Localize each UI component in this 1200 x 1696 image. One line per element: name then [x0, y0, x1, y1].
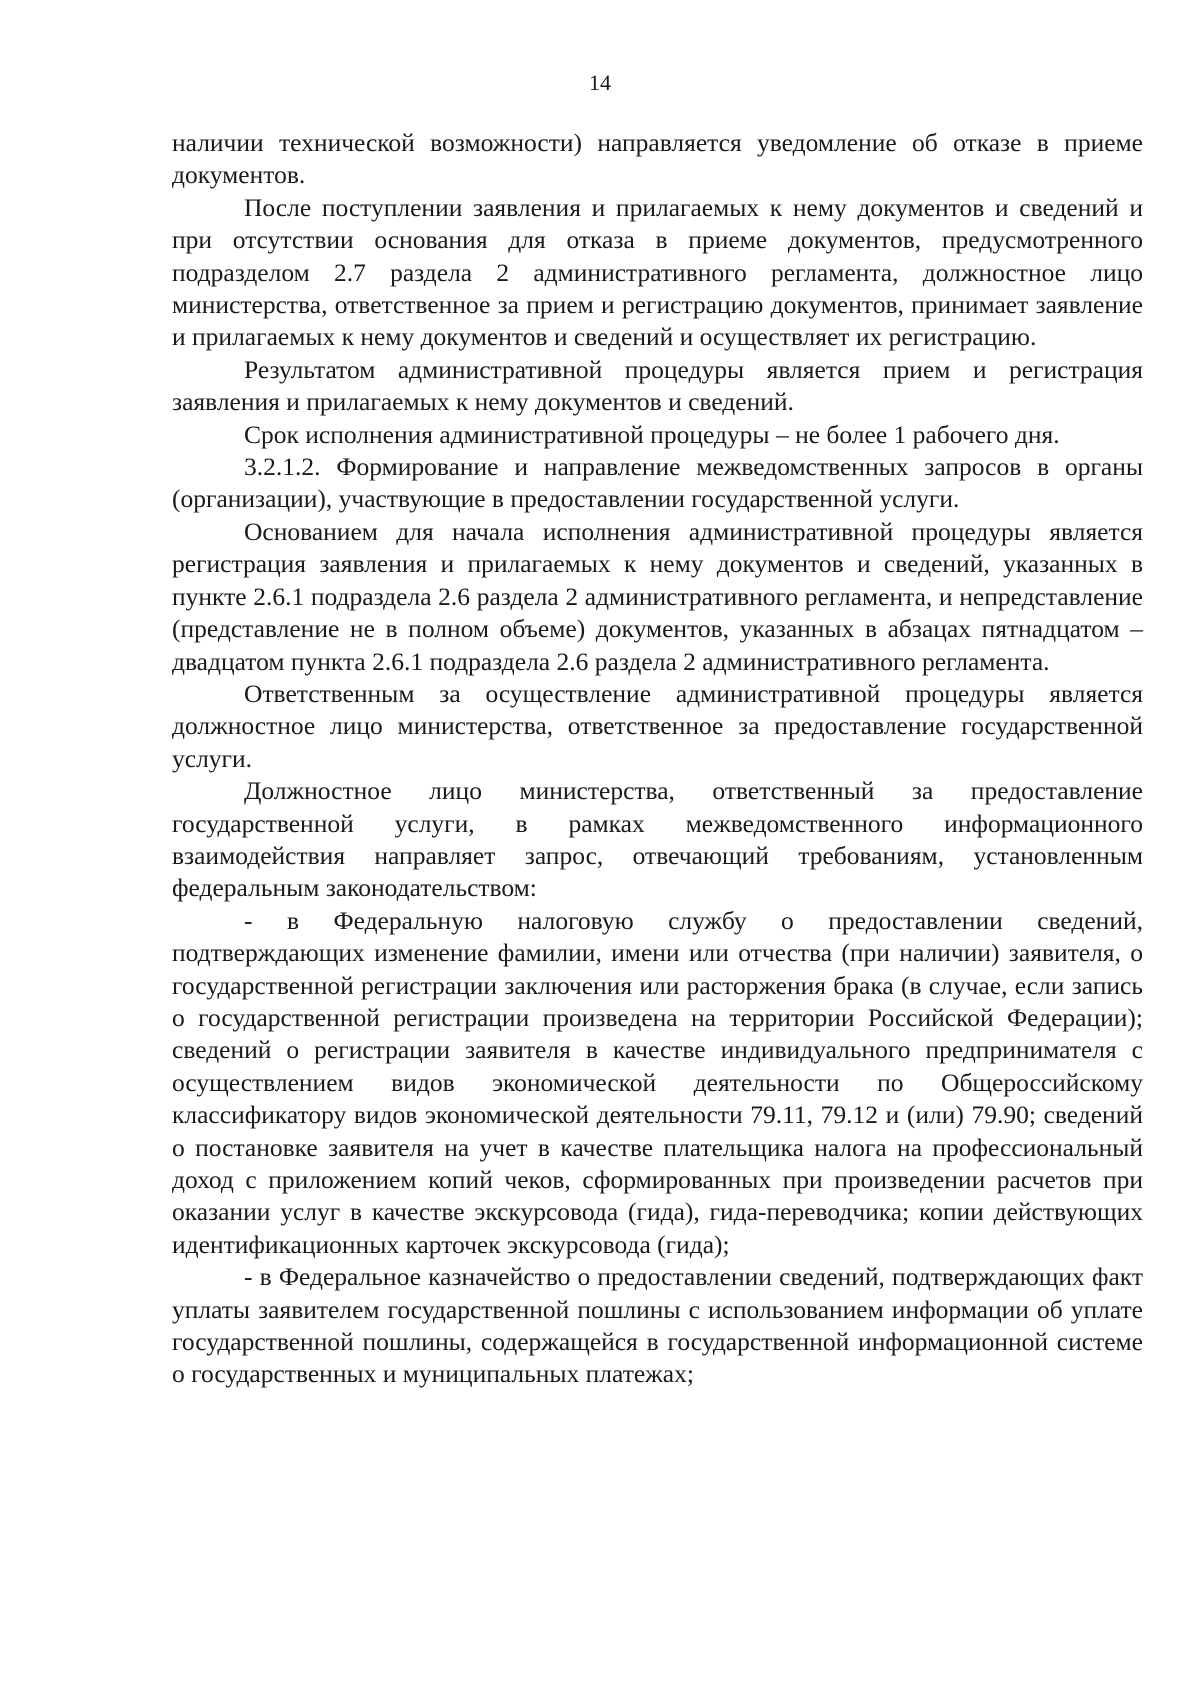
paragraph-request: Должностное лицо министерства, ответственный за предоставление государственной услуги, в рамках межведомственного информационного взаимодействия направляет запрос, отвечающий требованиям, установленным федеральным законодательством: [172, 776, 1143, 903]
paragraph-basis: Основанием для начала исполнения административной процедуры является регистрация заявления и прилагаемых к нему документов и сведений, указанных в пункте 2.6.1 подраздела 2.6 раздела 2 административного регламента, и непредставление (представление не в полном объеме) документов, указанных в абзацах пятнадцатом – двадцатом пункта 2.6.1 подраздела 2.6 раздела 2 административного регламента. [172, 516, 1143, 676]
section-heading-3-2-1-2: 3.2.1.2. Формирование и направление межведомственных запросов в органы (организации), участвующие в предоставлении государственной услуги. [172, 452, 1143, 514]
list-item-tax-service: - в Федеральную налоговую службу о предоставлении сведений, подтверждающих изменение фамилии, имени или отчества (при наличии) заявителя, о государственной регистрации заключения или расторжения брака (в случае, если запись о государственной регистрации произведена на территории Российской Федерации); сведений о регистрации заявителя в качестве индивидуального предпринимателя с осуществлением видов экономической деятельности по Общероссийскому классификатору видов экономической деятельности 79.11, 79.12 и (или) 79.90; сведений о постановке заявителя на учет в качестве плательщика налога на профессиональный доход с приложением копий чеков, сформированных при произведении расчетов при оказании услуг в качестве экскурсовода (гида), гида-переводчика; копии действующих идентификационных карточек экскурсовода (гида); [172, 905, 1143, 1259]
page-number: 14 [589, 70, 611, 95]
paragraph-registration: После поступлении заявления и прилагаемых к нему документов и сведений и при отсутствии основания для отказа в приеме документов, предусмотренного подразделом 2.7 раздела 2 административного регламента, должностное лицо министерства, ответственное за прием и регистрацию документов, принимает заявление и прилагаемых к нему документов и сведений и осуществляет их регистрацию. [172, 192, 1143, 352]
paragraph-result: Результатом административной процедуры является прием и регистрация заявления и прилагаемых к нему документов и сведений. [172, 354, 1143, 417]
paragraph-term: Срок исполнения административной процедуры – не более 1 рабочего дня. [244, 419, 1060, 449]
document-body [172, 127, 1143, 1391]
paragraph-responsible: Ответственным за осуществление административной процедуры является должностное лицо министерства, ответственное за предоставление государственной услуги. [172, 678, 1143, 773]
paragraph-continuation: наличии технической возможности) направляется уведомление об отказе в приеме документов. [172, 128, 1143, 190]
list-item-treasury: - в Федеральное казначейство о предоставлении сведений, подтверждающих факт уплаты заявителем государственной пошлины с использованием информации об уплате государственной пошлины, содержащейся в государственной информационной системе о государственных и муниципальных платежах; [172, 1262, 1143, 1389]
